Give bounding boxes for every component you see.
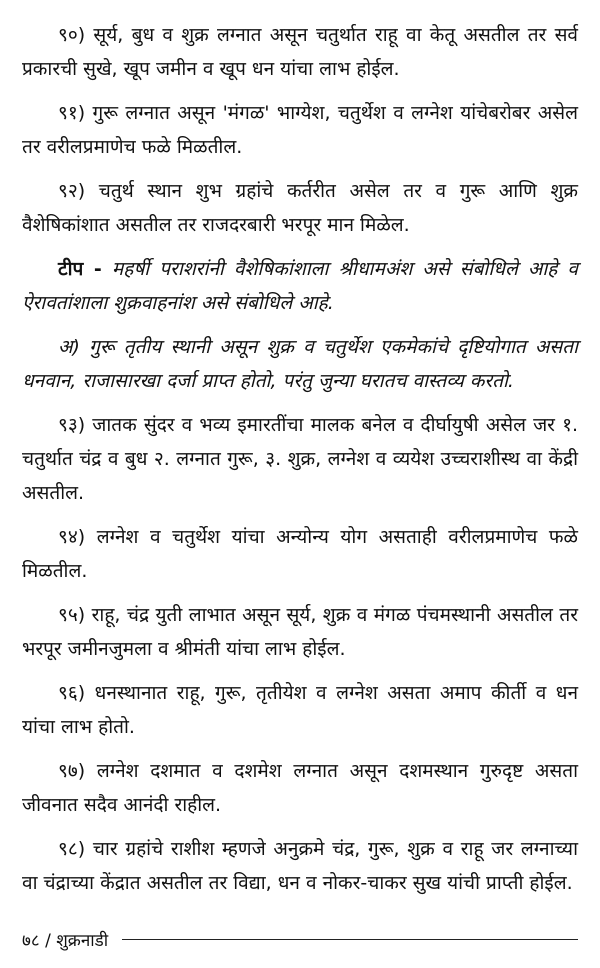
tip-note — [22, 252, 578, 320]
paragraph-97: ९७) लग्नेश दशमात व दशमेश लग्नात असून दशमस्थान गुरुदृष्ट असता जीवनात सदैव आनंदी राहील. — [22, 760, 578, 816]
page-number-label: ७८ / शुक्रनाडी — [22, 931, 109, 951]
paragraph-94: ९४) लग्नेश व चतुर्थेश यांचा अन्योन्य योग असताही वरीलप्रमाणेच फळे मिळतील. — [22, 526, 578, 582]
tip-text: महर्षी पराशरांनी वैशेषिकांशाला श्रीधामअंश असे संबोधिले आहे व ऐरावतांशाला शुक्रवाहनांश असे संबोधिले आहे. — [22, 258, 578, 314]
paragraph-90: ९०) सूर्य, बुध व शुक्र लग्नात असून चतुर्थात राहू वा केतू असतील तर सर्व प्रकारची सुखे, खूप जमीन व खूप धन यांचा लाभ होईल. — [22, 24, 578, 80]
page-footer — [22, 928, 578, 951]
paragraph-92: ९२) चतुर्थ स्थान शुभ ग्रहांचे कर्तरीत असेल तर व गुरू आणि शुक्र वैशेषिकांशात असतील तर राजदरबारी भरपूर मान मिळेल. — [22, 180, 578, 236]
paragraph-95: ९५) राहू, चंद्र युती लाभात असून सूर्य, शुक्र व मंगळ पंचमस्थानी असतील तर भरपूर जमीनजुमला व श्रीमंती यांचा लाभ होईल. — [22, 604, 578, 660]
paragraph-93: ९३) जातक सुंदर व भव्य इमारतींचा मालक बनेल व दीर्घायुषी असेल जर १. चतुर्थात चंद्र व बुध २. लग्नात गुरू, ३. शुक्र, लग्नेश व व्ययेश उच्चराशीस्थ वा केंद्री असतील. — [22, 414, 578, 504]
note-a: अ) गुरू तृतीय स्थानी असून शुक्र व चतुर्थेश एकमेकांचे दृष्टियोगात असता धनवान, राजासारखा दर्जा प्राप्त होतो, परंतु जुन्या घरातच वास्तव्य करतो. — [22, 336, 578, 392]
footer-rule — [122, 939, 578, 940]
paragraph-91: ९१) गुरू लग्नात असून 'मंगळ' भाग्येश, चतुर्थेश व लग्नेश यांचेबरोबर असेल तर वरीलप्रमाणेच फळे मिळतील. — [22, 102, 578, 158]
tip-label: टीप - — [58, 258, 102, 280]
paragraph-96: ९६) धनस्थानात राहू, गुरू, तृतीयेश व लग्नेश असता अमाप कीर्ती व धन यांचा लाभ होतो. — [22, 682, 578, 738]
paragraph-98: ९८) चार ग्रहांचे राशीश म्हणजे अनुक्रमे चंद्र, गुरू, शुक्र व राहू जर लग्नाच्या वा चंद्राच्या केंद्रात असतील तर विद्या, धन व नोकर-चाकर सुख यांची प्राप्ती होईल. — [22, 838, 578, 894]
